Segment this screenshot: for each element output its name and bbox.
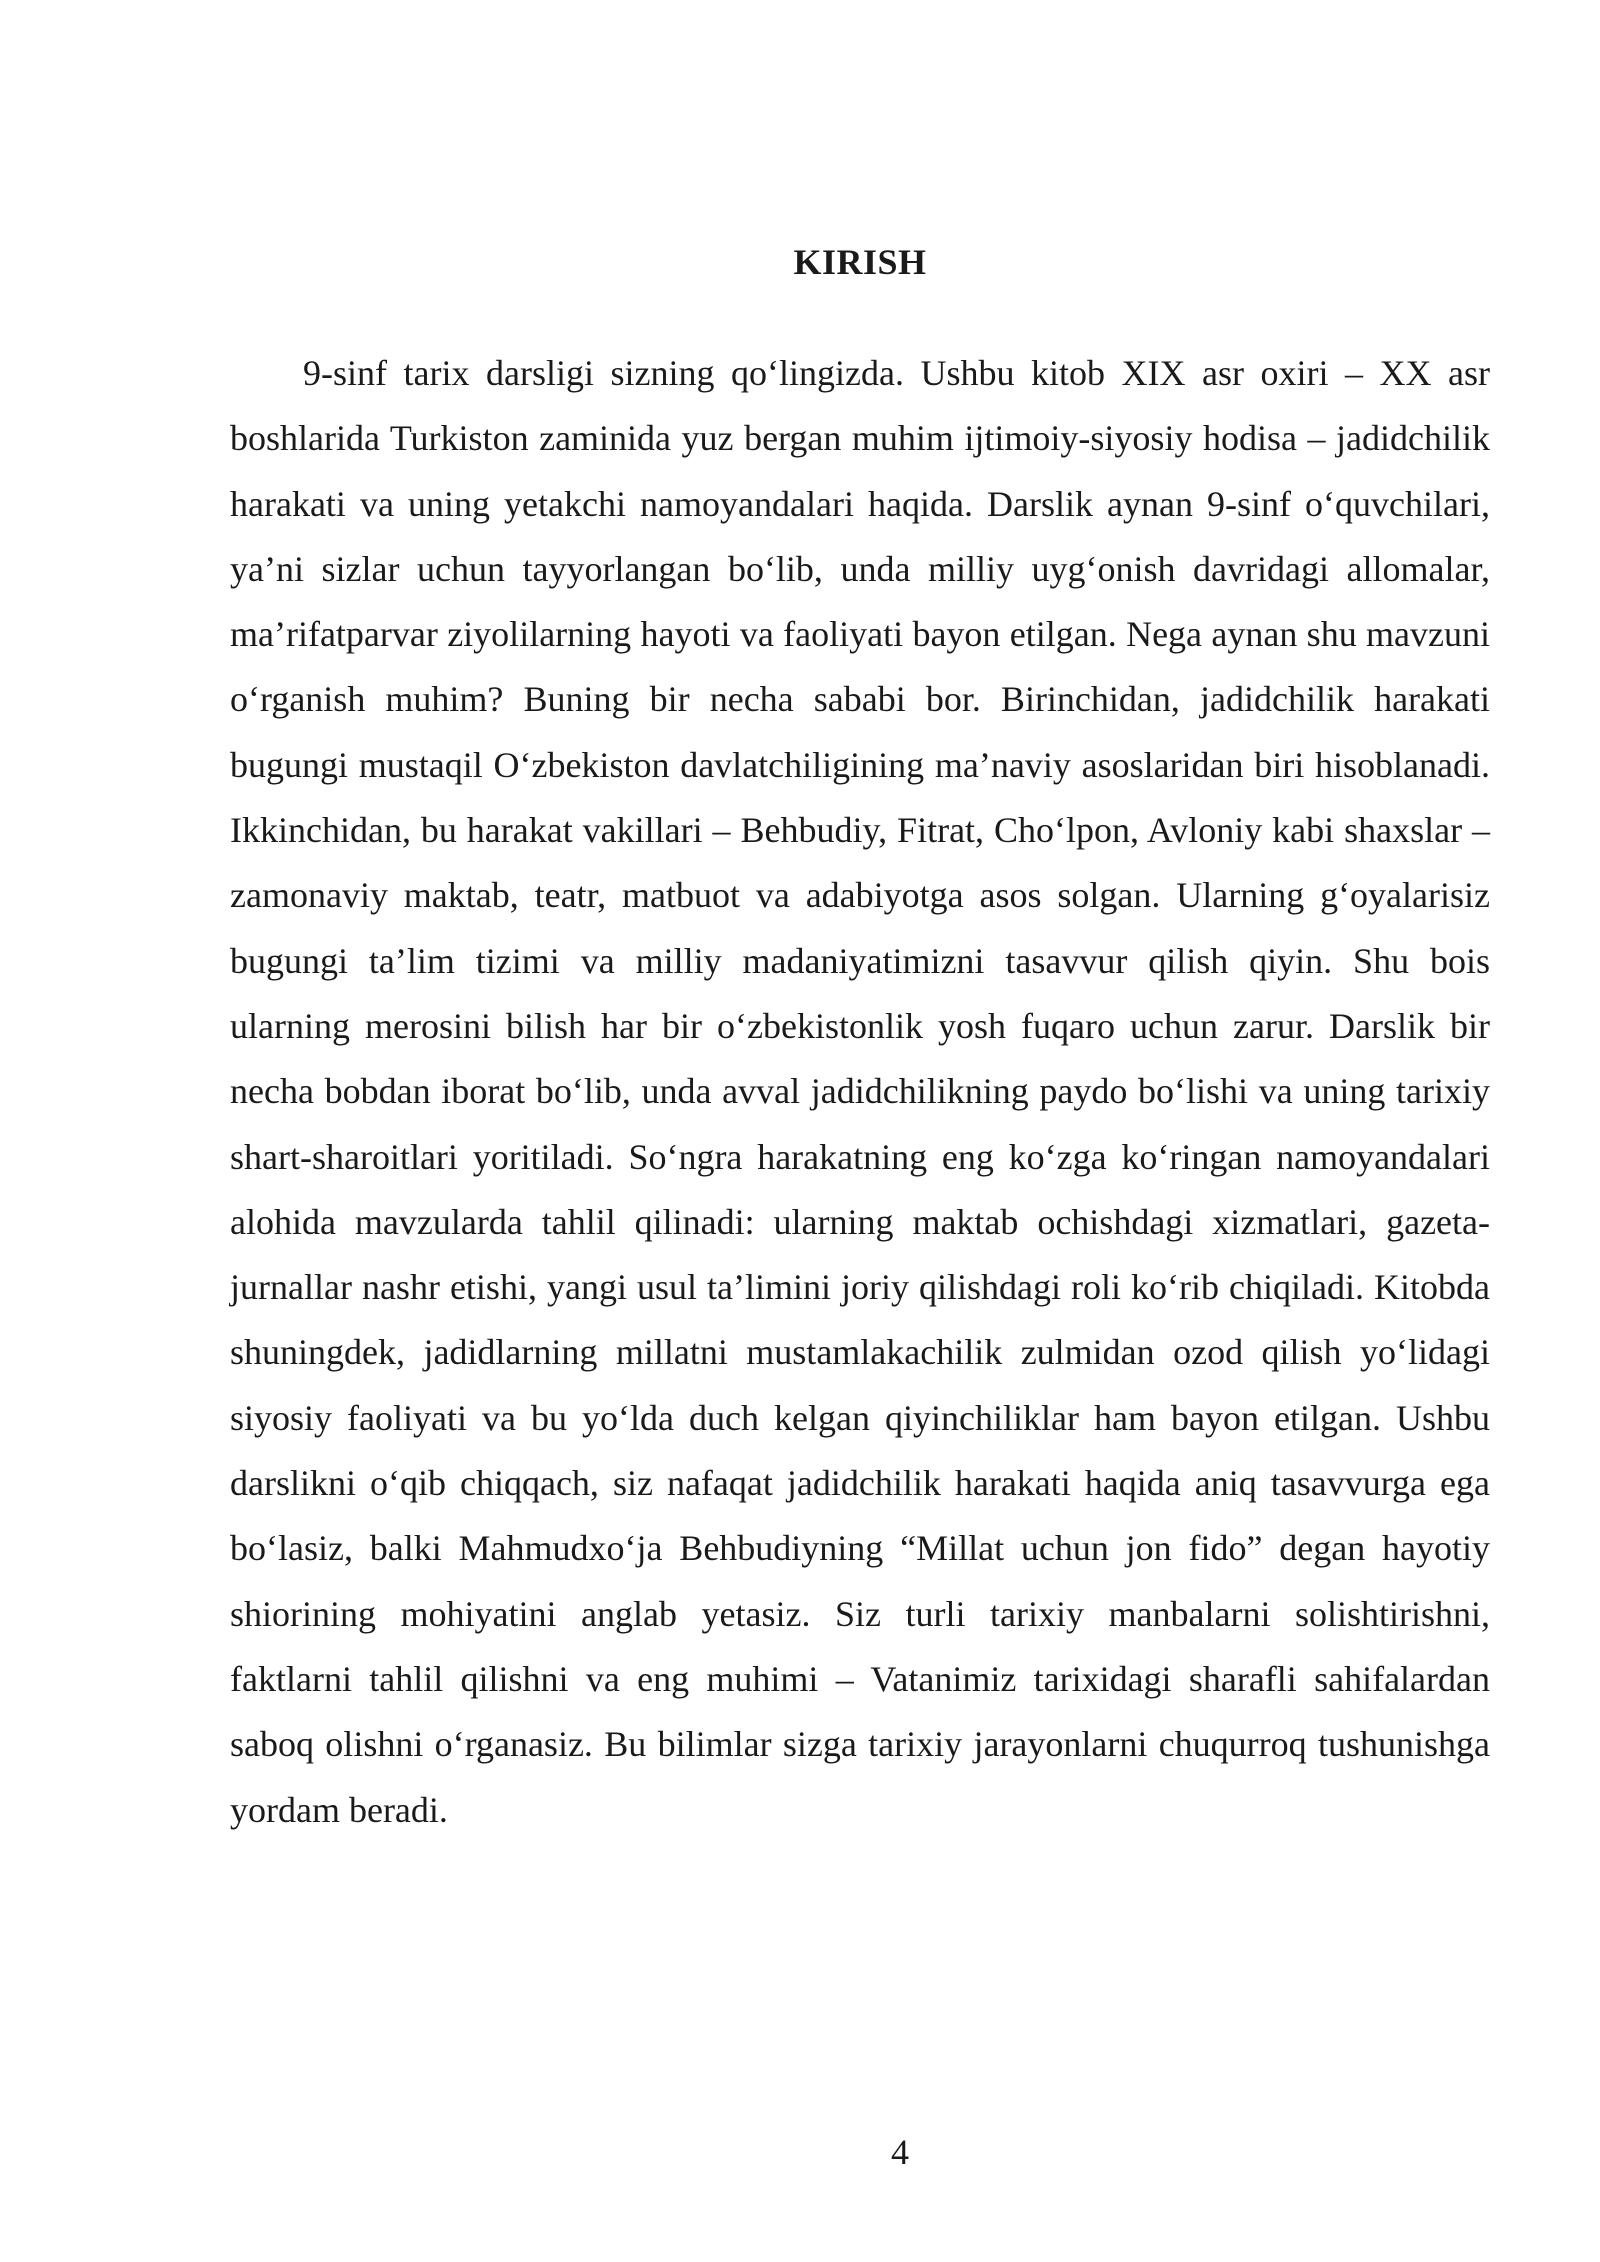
page-title: KIRISH — [793, 242, 927, 283]
intro-paragraph: 9-sinf tarix darsligi sizning qo‘lingizda. Ushbu kitob XIX asr oxiri – XX asr boshlarida Turkiston zaminida yuz bergan muhim ijtimoiy-siyosiy hodisa – jadidchilik harakati va uning yetakchi namoyandalari haqida. Darslik aynan 9-sinf o‘quvchilari, ya’ni sizlar uchun tayyorlangan bo‘lib, unda milliy uyg‘onish davridagi allomalar, ma’rifatparvar ziyolilarning hayoti va faoliyati bayon etilgan. Nega aynan shu mavzuni o‘rganish muhim? Buning bir necha sababi bor. Birinchidan, jadidchilik harakati bugungi mustaqil O‘zbekiston davlatchiligining ma’naviy asoslaridan biri hisoblanadi. Ikkinchidan, bu harakat vakillari – Behbudiy, Fitrat, Cho‘lpon, Avloniy kabi shaxslar – zamonaviy maktab, teatr, matbuot va adabiyotga asos solgan. Ularning g‘oyalarisiz bugungi ta’lim tizimi va milliy madaniyatimizni tasavvur qilish qiyin. Shu bois ularning merosini bilish har bir o‘zbekistonlik yosh fuqaro uchun zarur. Darslik bir necha bobdan iborat bo‘lib, unda avval jadidchilikning paydo bo‘lishi va uning tarixiy shart-sharoitlari yoritiladi. So‘ngra harakatning eng ko‘zga ko‘ringan namoyandalari alohida mavzularda tahlil qilinadi: ularning maktab ochishdagi xizmatlari, gazeta-jurnallar nashr etishi, yangi usul ta’limini joriy qilishdagi roli ko‘rib chiqiladi. Kitobda shuningdek, jadidlarning millatni mustamlakachilik zulmidan ozod qilish yo‘lidagi siyosiy faoliyati va bu yo‘lda duch kelgan qiyinchiliklar ham bayon etilgan. Ushbu darslikni o‘qib chiqqach, siz nafaqat jadidchilik harakati haqida aniq tasavvurga ega bo‘lasiz, balki Mahmudxo‘ja Behbudiyning “Millat uchun jon fido” degan hayotiy shiorining mohiyatini anglab yetasiz. Siz turli tarixiy manbalarni solishtirishni, faktlarni tahlil qilishni va eng muhimi – Vatanimiz tarixidagi sharafli sahifalardan saboq olishni o‘rganasiz. Bu bilimlar sizga tarixiy jarayonlarni chuqurroq tushunishga yordam beradi. — [230, 353, 1490, 1830]
page-number: 4 — [891, 2132, 909, 2172]
